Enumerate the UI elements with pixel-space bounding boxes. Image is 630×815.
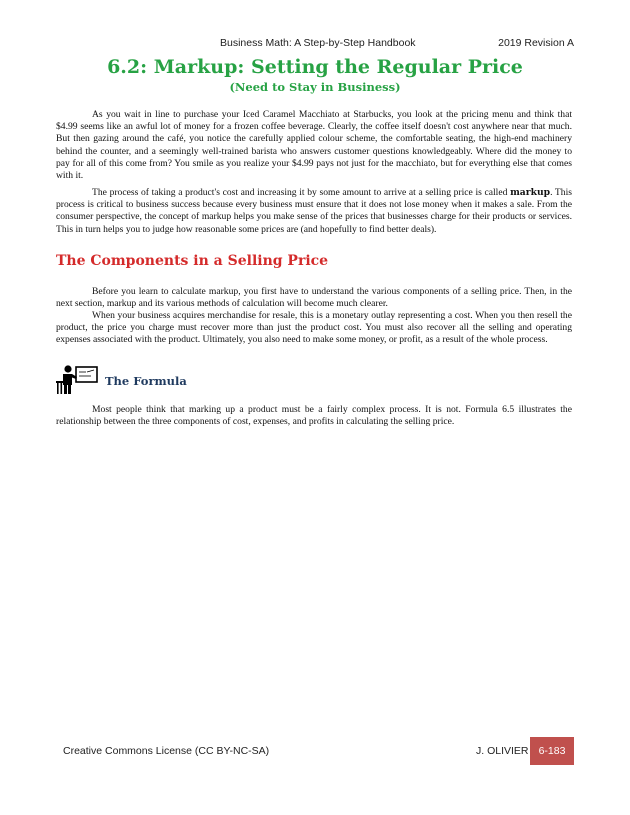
- components-paragraph-1: Before you learn to calculate markup, you first have to understand the various components of a selling price. Then, in the next section, markup and its various methods of calculation will become much clearer.: [56, 286, 572, 310]
- section-subtitle: (Need to Stay in Business): [229, 80, 401, 94]
- teacher-at-board-icon: [56, 364, 98, 396]
- intro-paragraph-2: The process of taking a product's cost and increasing it by some amount to arrive at a selling price is called markup. This process is critical to business success because every business must ensure that it does not lose money when it makes a sale. From the consumer perspective, the concept of markup helps you make sense of the prices that businesses charge for their products or services. This in turn helps you to judge how reasonable some prices are (and hopefully to find better deals).: [56, 187, 572, 235]
- section-title: 6.2: Markup: Setting the Regular Price: [107, 56, 523, 78]
- formula-heading: The Formula: [105, 374, 187, 388]
- markup-term: markup: [510, 187, 551, 198]
- formula-paragraph-1: Most people think that marking up a product must be a fairly complex process. It is not. Formula 6.5 illustrates the relationship between the three components of cost, expenses, and profits in calculating the selling price.: [56, 404, 572, 428]
- running-header-revision: 2019 Revision A: [498, 37, 574, 49]
- page-number-badge: 6-183: [530, 737, 574, 765]
- running-header-title: Business Math: A Step-by-Step Handbook: [220, 37, 416, 49]
- intro-paragraph-1: As you wait in line to purchase your Iced Caramel Macchiato at Starbucks, you look at the pricing menu and think that $4.99 seems like an awful lot of money for a frozen coffee beverage. Clearly, the coffee itself doesn't cost anywhere near that much. But then gazing around the café, you notice the carefully applied colour scheme, the comfortable seating, the high-end machinery behind the counter, and a seemingly well-trained barista who answers customer questions knowledgeably. Where did the money to pay for all of this come from? You smile as you realize your $4.99 pays not just for the macchiato, but for everything else that comes with it.: [56, 109, 572, 182]
- footer-license: Creative Commons License (CC BY-NC-SA): [63, 745, 270, 757]
- components-heading: The Components in a Selling Price: [56, 253, 329, 269]
- components-paragraph-2: When your business acquires merchandise for resale, this is a monetary outlay representing a cost. When you then resell the product, the price you charge must recover more than just the product cost. You must also recover all the selling and operating expenses associated with the product. Ultimately, you also need to make some money, or profit, as a result of the whole process.: [56, 310, 572, 346]
- footer-author: J. OLIVIER: [476, 745, 529, 757]
